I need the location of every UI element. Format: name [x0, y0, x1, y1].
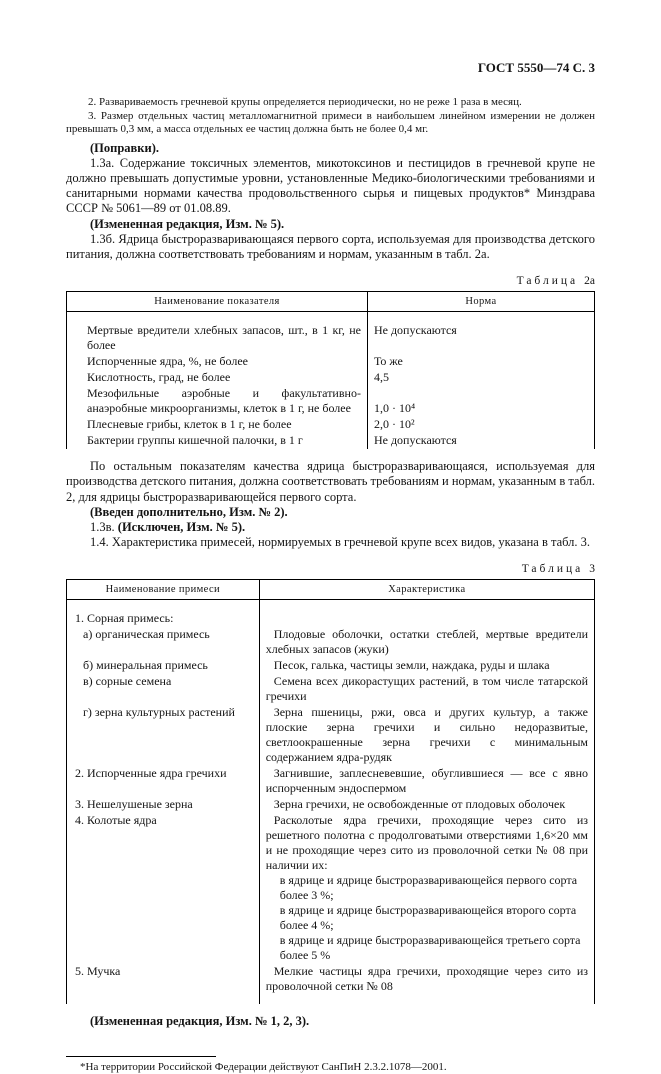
characteristic-text: Расколотые ядра гречихи, проходящие через сито из решетного полотна с продолговатыми отверстиями 1,6×20 мм и не проходящие через сито из проволочной сетки № 08 при наличии их: [265, 813, 588, 873]
table-row [67, 370, 595, 386]
table-2a-caption [66, 275, 595, 287]
cell-indicator: Испорченные ядра, %, не более [67, 354, 368, 370]
column-header-impurity: Наименование примеси [67, 580, 260, 600]
paragraph-1-3v [66, 520, 595, 535]
table-row [67, 386, 595, 417]
table-row [67, 813, 595, 964]
table-2a [66, 291, 595, 449]
cell-indicator: Плесневые грибы, клеток в 1 г, не более [67, 417, 368, 433]
paragraph-1-3v-number: 1.3в. [90, 519, 118, 534]
cell-impurity: 3. Нешелушеные зерна [67, 797, 260, 813]
cell-impurity: г) зерна культурных растений [67, 705, 260, 766]
table-3-caption [66, 563, 595, 575]
cell-norm: Не допускаются [373, 433, 457, 448]
cell-impurity: а) органическая примесь [67, 627, 260, 658]
cell-characteristic: Песок, галька, частицы земли, наждака, руды и шлака [273, 658, 550, 673]
table-header-row [67, 580, 595, 600]
paragraph-vveden: (Введен дополнительно, Изм. № 2). [90, 504, 288, 519]
cell-norm: Не допускаются [373, 323, 457, 338]
cell-indicator: Бактерии группы кишечной палочки, в 1 г [67, 433, 368, 449]
table-row [67, 964, 595, 1004]
cell-norm: То же [373, 354, 403, 369]
note-paragraph-3: 3. Размер отдельных частиц металломагнитной примеси в наибольшем линейном измерении не должен превышать 0,3 мм, а масса отдельных ее частиц должна быть не более 0,4 мг. [66, 109, 595, 135]
table-row [67, 312, 595, 355]
cell-characteristic: Плодовые оболочки, остатки стеблей, мертвые вредители хлебных запасов (жуки) [265, 627, 588, 657]
table-row [67, 600, 595, 628]
note-paragraph-2: 2. Развариваемость гречневой крупы определяется периодически, но не реже 1 раза в месяц. [88, 96, 522, 108]
characteristic-subline: в ядрице и ядрице быстроразваривающейся первого сорта более 3 %; [279, 873, 578, 903]
cell-characteristic: Семена всех дикорастущих растений, в том числе татарской гречихи [265, 674, 588, 704]
cell-impurity: 1. Сорная примесь: [67, 600, 260, 628]
cell-norm: 4,5 [373, 370, 389, 385]
table-row [67, 354, 595, 370]
paragraph-1-4: 1.4. Характеристика примесей, нормируемых в гречневой крупе всех видов, указана в табл. 3. [90, 535, 591, 550]
cell-characteristic [259, 600, 594, 628]
table-row [67, 766, 595, 797]
footnote-divider [66, 1056, 216, 1057]
cell-impurity: 4. Колотые ядра [67, 813, 260, 964]
table-row [67, 433, 595, 449]
table-row [67, 417, 595, 433]
table-3 [66, 579, 595, 1004]
cell-impurity: 5. Мучка [67, 964, 260, 1004]
cell-impurity: б) минеральная примесь [67, 658, 260, 674]
cell-norm: 2,0 · 10² [373, 417, 415, 432]
page-header: ГОСТ 5550—74 С. 3 [477, 60, 595, 75]
cell-characteristic: Мелкие частицы ядра гречихи, проходящие через сито из проволочной сетки № 08 [265, 964, 588, 994]
paragraph-1-3a: 1.3а. Содержание токсичных элементов, микотоксинов и пестицидов в гречневой крупе не должно превышать допустимые уровни, установленные Медико-биологическими требованиями и санитарными нормами качества продовольственного сырья и пищевых продуктов* Минздрава СССР № 5061—89 от 01.08.89. [66, 155, 595, 216]
table-caption-label: Таблица [516, 275, 579, 288]
table-caption-number: 3 [589, 563, 595, 576]
table-caption-label: Таблица [521, 563, 584, 576]
table-row [67, 658, 595, 674]
paragraph-after-table-2a: По остальным показателям качества ядрица быстроразваривающаяся, используемая для производства детского питания, должна соответствовать требованиям и нормам, указанным в табл. 2, для ядрицы быстроразваривающейся первого сорта. [66, 459, 595, 504]
cell-characteristic: Загнившие, заплесневевшие, обуглившиеся — все с явно испорченным эндоспермом [265, 766, 588, 796]
column-header-norm: Норма [367, 292, 594, 312]
cell-indicator: Мезофильные аэробные и факультативно-анаэробные микроорганизмы, клеток в 1 г, не более [67, 386, 368, 417]
characteristic-subline: в ядрице и ядрице быстроразваривающейся второго сорта более 4 %; [279, 903, 577, 933]
paragraph-1-3v-text: (Исключен, Изм. № 5). [117, 519, 246, 534]
column-header-characteristic: Характеристика [259, 580, 594, 600]
cell-indicator: Кислотность, град, не более [67, 370, 368, 386]
paragraph-izm-123: (Измененная редакция, Изм. № 1, 2, 3). [90, 1014, 310, 1029]
table-row [67, 797, 595, 813]
cell-characteristic: Зерна гречихи, не освобожденные от плодовых оболочек [273, 797, 566, 812]
footnote-text: *На территории Российской Федерации действуют СанПиН 2.3.2.1078—2001. [80, 1060, 447, 1073]
table-header-row [67, 292, 595, 312]
table-row [67, 705, 595, 766]
cell-norm: 1,0 · 10⁴ [373, 401, 416, 416]
table-row [67, 674, 595, 705]
cell-indicator: Мертвые вредители хлебных запасов, шт., в 1 кг, не более [67, 312, 368, 355]
table-row [67, 627, 595, 658]
cell-characteristic [259, 813, 594, 964]
cell-impurity: 2. Испорченные ядра гречихи [67, 766, 260, 797]
column-header-indicator: Наименование показателя [67, 292, 368, 312]
paragraph-1-3b: 1.3б. Ядрица быстроразваривающаяся первого сорта, используемая для производства детского питания, должна соответствовать требованиям и нормам, указанным в табл. 2а. [66, 231, 595, 261]
paragraph-popravki: (Поправки). [90, 140, 159, 155]
cell-characteristic: Зерна пшеницы, ржи, овса и других культур, а также плоские зерна гречихи и сильно недоразвитые, светлоокрашенные зерна гречихи с минимальным содержанием ядра-рудяк [265, 705, 588, 765]
characteristic-subline: в ядрице и ядрице быстроразваривающейся третьего сорта более 5 % [279, 933, 581, 963]
paragraph-izm-5: (Измененная редакция, Изм. № 5). [90, 216, 285, 231]
table-caption-number: 2а [584, 275, 595, 288]
cell-impurity: в) сорные семена [67, 674, 260, 705]
